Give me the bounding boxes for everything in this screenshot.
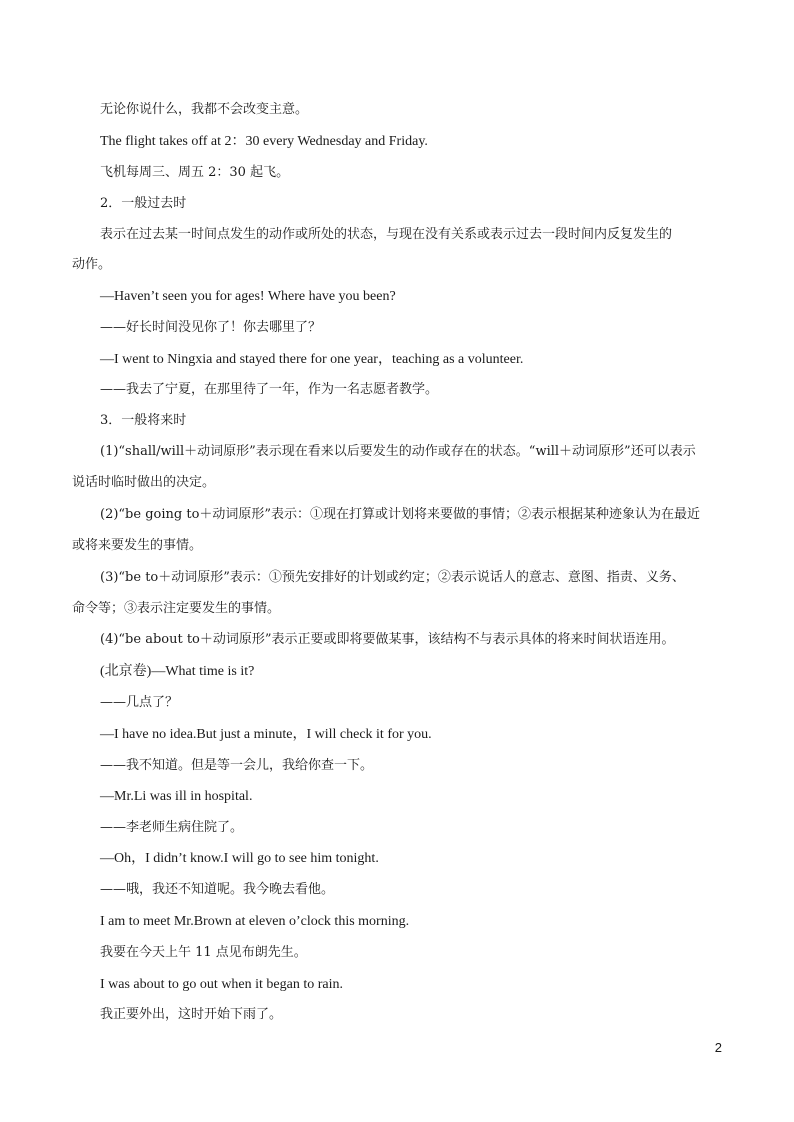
text-line: 表示在过去某一时间点发生的动作或所处的状态，与现在没有关系或表示过去一段时间内反复发生的	[100, 227, 673, 242]
text-line: The flight takes off at 2：30 every Wednesday and Friday.	[100, 134, 428, 149]
text-line: ——我不知道。但是等一会儿，我给你查一下。	[100, 758, 374, 773]
text-line: 动作。	[72, 257, 112, 272]
text-line: 或将来要发生的事情。	[72, 538, 203, 553]
text-line: (2)“be going to＋动词原形”表示：①现在打算或计划将来要做的事情；②表示根据某种迹象认为在最近	[100, 507, 701, 522]
text-line: ——几点了？	[100, 695, 179, 710]
text-line: 飞机每周三、周五 2：30 起飞。	[100, 165, 290, 180]
text-line: I am to meet Mr.Brown at eleven o’clock this morning.	[100, 914, 410, 929]
text-line: ——我去了宁夏，在那里待了一年，作为一名志愿者教学。	[100, 382, 439, 397]
text-line: —I have no idea.But just a minute，I will check it for you.	[100, 727, 432, 742]
text-line: —I went to Ningxia and stayed there for one year，teaching as a volunteer.	[100, 352, 524, 367]
text-line: (4)“be about to＋动词原形”表示正要或即将要做某事，该结构不与表示具体的将来时间状语连用。	[100, 632, 675, 647]
text-line: 命令等；③表示注定要发生的事情。	[72, 601, 281, 616]
text-line: —Mr.Li was ill in hospital.	[100, 789, 253, 804]
text-line: —Oh，I didn’t know.I will go to see him tonight.	[100, 851, 379, 866]
text-line: (1)“shall/will＋动词原形”表示现在看来以后要发生的动作或存在的状态。“will＋动词原形”还可以表示	[100, 444, 696, 459]
text-line: —Haven’t seen you for ages! Where have you been?	[100, 289, 396, 304]
text-line: I was about to go out when it began to rain.	[100, 977, 344, 992]
text-line: ——好长时间没见你了！你去哪里了？	[100, 320, 322, 335]
text-line: (3)“be to＋动词原形”表示：①预先安排好的计划或约定；②表示说话人的意志、意图、指责、义务、	[100, 570, 685, 585]
text-line: 我正要外出，这时开始下雨了。	[100, 1007, 283, 1022]
text-line: ——李老师生病住院了。	[100, 820, 244, 835]
text-line: 无论你说什么，我都不会改变主意。	[100, 102, 309, 117]
page-number: 2	[714, 1040, 722, 1055]
text-line: 说话时临时做出的决定。	[72, 475, 216, 490]
text-line: ——哦，我还不知道呢。我今晚去看他。	[100, 882, 335, 897]
section-heading: 2．一般过去时	[100, 196, 187, 211]
section-heading: 3．一般将来时	[100, 413, 187, 428]
text-line: (北京卷)—What time is it?	[100, 664, 255, 679]
text-line: 我要在今天上午 11 点见布朗先生。	[100, 945, 307, 960]
